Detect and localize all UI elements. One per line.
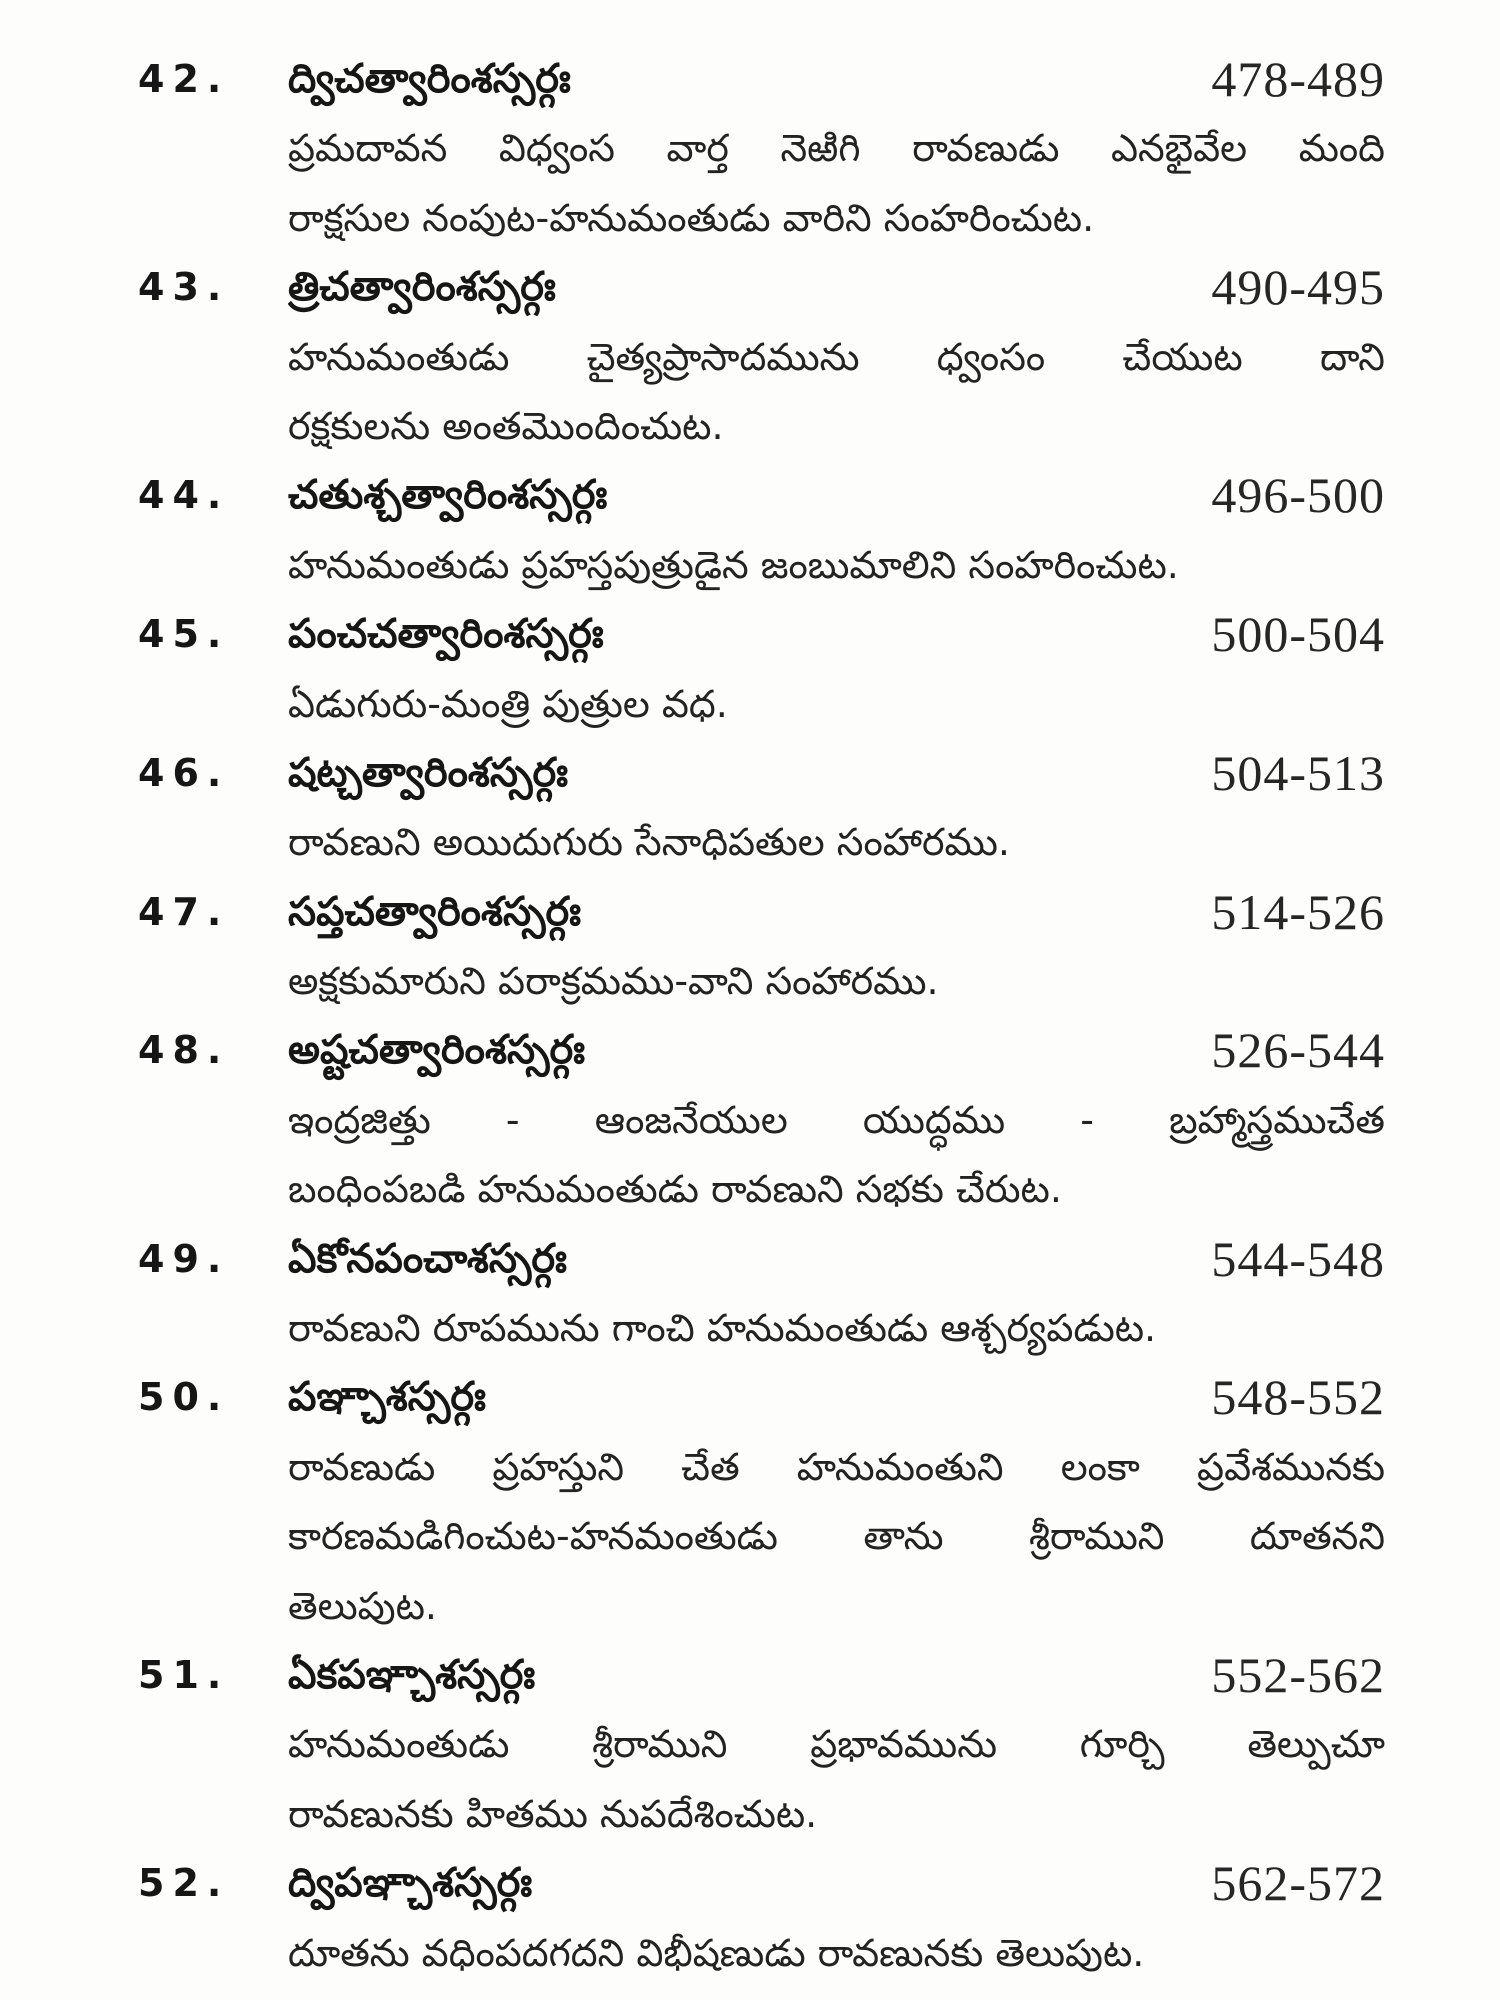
entry-heading: [0, 45, 1500, 114]
entry-title: షట్చత్వారింశస్సర్గః: [288, 749, 569, 796]
toc-entry-44: [0, 461, 1500, 600]
entry-description-line: కారణమడిగించుట-హనమంతుడు తాను శ్రీరాముని దూతనని: [288, 1514, 1385, 1559]
toc-entry-48: [0, 1016, 1500, 1224]
entry-description-line: రావణుడు ప్రహస్తుని చేత హనుమంతుని లంకా ప్రవేశమునకు: [288, 1444, 1385, 1489]
entry-title: ఏకపఞ్చాశస్సర్గః: [288, 1651, 536, 1698]
entry-description-line: హనుమంతుడు చైత్యప్రాసాదమును ధ్వంసం చేయుట దాని: [288, 334, 1385, 379]
table-of-contents: [0, 45, 1500, 1988]
entry-number: 51.: [138, 1652, 230, 1697]
toc-entry-51: [0, 1641, 1500, 1849]
entry-page-range: 478-489: [1211, 51, 1385, 107]
toc-entry-47: [0, 878, 1500, 1017]
entry-heading: [0, 461, 1500, 530]
toc-entry-52: [0, 1849, 1500, 1988]
entry-page-range: 514-526: [1211, 883, 1385, 940]
entry-heading: [0, 1641, 1500, 1710]
entry-title: ఏకోనపంచాశస్సర్గః: [288, 1235, 567, 1282]
entry-number: 42.: [138, 57, 230, 101]
entry-heading: [0, 600, 1500, 669]
entry-page-range: 544-548: [1211, 1230, 1385, 1287]
entry-description-line: ఏడుగురు-మంత్రి పుత్రుల వధ.: [288, 681, 728, 726]
toc-entry-46: [0, 739, 1500, 878]
entry-number: 50.: [138, 1375, 230, 1420]
entry-heading: [0, 1225, 1500, 1294]
entry-title: ద్విపఞ్చాశస్సర్గః: [288, 1860, 533, 1907]
entry-title: ద్విచత్వారింశస్సర్గః: [288, 56, 571, 102]
toc-entry-50: [0, 1363, 1500, 1641]
entry-description-line: ఇంద్రజిత్తు - ఆంజనేయుల యుద్ధము - బ్రహ్మాస్త్రముచేత: [288, 1097, 1385, 1142]
toc-entry-45: [0, 600, 1500, 739]
entry-page-range: 552-562: [1211, 1646, 1385, 1703]
entry-number: 49.: [138, 1236, 230, 1281]
entry-description-line: రావణుని అయిదుగురు సేనాధిపతుల సంహారము.: [288, 820, 1010, 865]
entry-page-range: 526-544: [1211, 1022, 1385, 1079]
entry-title: త్రిచత్వారింశస్సర్గః: [288, 264, 556, 311]
entry-heading: [0, 878, 1500, 947]
entry-heading: [0, 739, 1500, 808]
entry-title: పఞ్చాశస్సర్గః: [288, 1374, 486, 1421]
entry-number: 48.: [138, 1028, 230, 1073]
entry-description-line: రావణునకు హితము నుపదేశించుట.: [288, 1791, 818, 1836]
entry-heading: [0, 1363, 1500, 1432]
entry-title: అష్టచత్వారింశస్సర్గః: [288, 1027, 586, 1074]
entry-page-range: 548-552: [1211, 1369, 1385, 1426]
entry-page-range: 496-500: [1211, 467, 1385, 524]
entry-description-line: రావణుని రూపమును గాంచి హనుమంతుడు ఆశ్చర్యపడుట.: [288, 1306, 1157, 1351]
entry-number: 43.: [138, 265, 230, 310]
entry-description-line: హనుమంతుడు ప్రహస్తపుత్రుడైన జంబుమాలిని సంహరించుట.: [288, 542, 1179, 587]
entry-heading: [0, 1849, 1500, 1918]
entry-heading: [0, 253, 1500, 322]
entry-description-line: ప్రమదావన విధ్వంస వార్త నెఱిగి రావణుడు ఎనభైవేల మంది: [288, 126, 1385, 171]
entry-title: చతుశ్చత్వారింశస్సర్గః: [288, 472, 608, 519]
entry-title: సప్తచత్వారింశస్సర్గః: [288, 888, 582, 935]
entry-description-line: దూతను వధింపదగదని విభీషణుడు రావణునకు తెలుపుట.: [288, 1930, 1145, 1975]
toc-entry-49: [0, 1225, 1500, 1364]
entry-heading: [0, 1016, 1500, 1085]
entry-description-line: రక్షకులను అంతమొందించుట.: [288, 403, 724, 448]
entry-number: 52.: [138, 1861, 230, 1906]
entry-description-line: బంధింపబడి హనుమంతుడు రావణుని సభకు చేరుట.: [288, 1167, 1062, 1212]
entry-description-line: తెలుపుట.: [288, 1583, 437, 1628]
entry-number: 47.: [138, 889, 230, 934]
entry-description-line: అక్షకుమారుని పరాక్రమము-వాని సంహారము.: [288, 959, 939, 1004]
entry-number: 46.: [138, 750, 230, 795]
entry-number: 45.: [138, 612, 230, 657]
entry-description-line: రాక్షసుల నంపుట-హనుమంతుడు వారిని సంహరించుట.: [288, 195, 1095, 240]
entry-page-range: 490-495: [1211, 259, 1385, 316]
toc-entry-42: [0, 45, 1500, 253]
entry-page-range: 504-513: [1211, 744, 1385, 801]
entry-number: 44.: [138, 473, 230, 518]
entry-page-range: 562-572: [1211, 1855, 1385, 1912]
entry-page-range: 500-504: [1211, 606, 1385, 663]
entry-description-line: హనుమంతుడు శ్రీరాముని ప్రభావమును గూర్చి తెల్పుచూ: [288, 1722, 1385, 1767]
toc-entry-43: [0, 253, 1500, 461]
entry-title: పంచచత్వారింశస్సర్గః: [288, 611, 604, 658]
